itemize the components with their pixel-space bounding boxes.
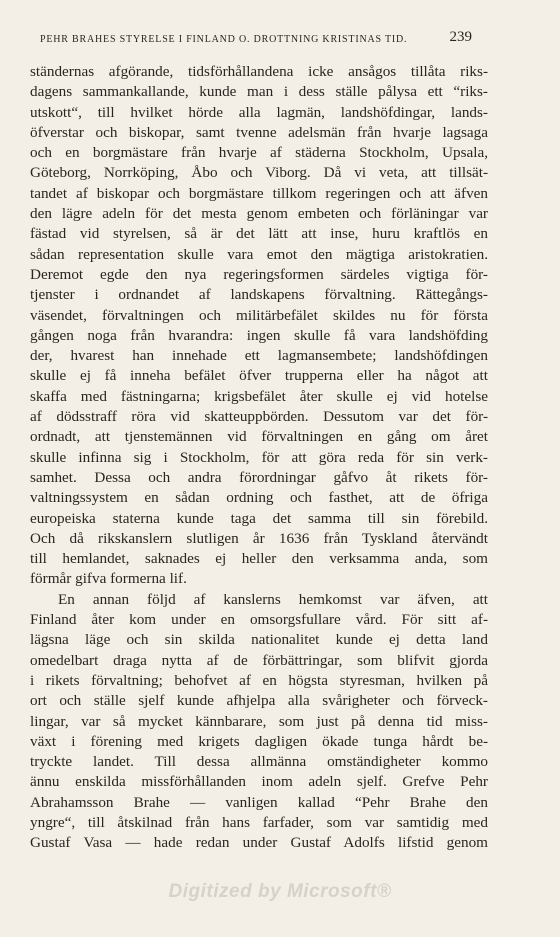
text-line: skulle ej få inneha befälet öfver trupperna eller ha något att: [30, 367, 488, 385]
text-line: af dödsstraff röra vid skatteuppbörden. Dessutom var det för-: [30, 408, 488, 426]
text-line: ständernas afgörande, tidsförhållandena icke ansågos tillåta riks-: [30, 63, 488, 80]
text-line: Gustaf Vasa — hade redan under Gustaf Adolfs lifstid genom: [30, 834, 488, 852]
text-line: omedelbart draga nytta af de förbättringar, som blifvit gjorda: [30, 651, 488, 669]
text-line: ort och ställe sjelf kunde afhjelpa alla svårigheter och förveck-: [30, 692, 488, 710]
body-text: [30, 62, 488, 854]
text-line: Finland åter kom under en omsorgsfullare vård. För sitt af-: [30, 611, 488, 629]
running-head: PEHR BRAHES STYRELSE I FINLAND O. DROTTNING KRISTINAS TID.: [40, 34, 408, 45]
text-line: lägsna läge och sin skilda nationalitet kunde ej detta land: [30, 631, 488, 649]
text-line: skaffa med fästningarna; krigsbefälet åter skulle ej vid hotelse: [30, 387, 488, 405]
text-line: till hemlandet, saknades ej heller den verksamma anda, som: [30, 550, 488, 568]
text-line: tryckte landet. Till dessa allmänna omständigheter kommo: [30, 753, 488, 771]
text-line: ännu enskilda missförhållanden inom adeln sjelf. Grefve Pehr: [30, 773, 488, 791]
digitization-watermark: Digitized by Microsoft®: [168, 881, 392, 902]
text-line: der, hvarest han innehade ett lagmansembete; landshöfdingen: [30, 347, 488, 365]
text-line: dagens sammankallande, kunde man i dess ställe pålysa ett “riks-: [30, 83, 488, 101]
text-line: i rikets förvaltning; behofvet af en högsta styresman, hvilken på: [30, 671, 488, 689]
text-line: ordnadt, att tjenstemännen vid förvaltningen en gång om året: [30, 428, 488, 446]
text-line: sådan representation skulle vara emot den mägtiga aristokratien.: [30, 245, 488, 263]
text-line: En annan följd af kanslerns hemkomst var äfven, att: [58, 590, 488, 608]
text-line: Deremot egde den nya regeringsformen särdeles vigtiga för-: [30, 265, 488, 283]
text-line: den lägre adeln för det mesta genom embeten och förläningar var: [30, 205, 488, 223]
text-line: samhet. Dessa och andra förordningar gåfvo åt rikets för-: [30, 468, 488, 486]
text-line: gången noga från hvarandra: ingen skulle få vara landshöfding: [30, 326, 488, 344]
text-line: europeiska staterna kunde taga det samma till sin förebild.: [30, 509, 488, 527]
page-number: 239: [449, 29, 472, 45]
text-line: förmår gifva formerna lif.: [30, 570, 187, 588]
text-line: utskott“, till hvilket hörde alla lagmän, landshöfdingar, lands-: [30, 103, 488, 121]
text-line: lingar, var så mycket kännbarare, som just på denna tid miss-: [30, 712, 488, 730]
text-line: Abrahamsson Brahe — vanligen kallad “Pehr Brahe den: [30, 793, 488, 811]
text-line: tjenster i ordnandet af landskapens förvaltning. Rättegångs-: [30, 286, 488, 304]
text-line: valtningssystem en sådan ordning och fasthet, att de öfriga: [30, 489, 488, 507]
text-line: öfverstar och biskopar, samt tvenne adelsmän från hvarje lagsaga: [30, 123, 488, 141]
text-line: tandet af biskopar och borgmästare tillkom regeringen och att äfven: [30, 184, 488, 202]
text-line: väsendet, förvaltningen och militärbefälet skildes nu för första: [30, 306, 488, 324]
text-line: yngre“, till åtskilnad från hans farfader, som var samtidig med: [30, 813, 488, 831]
text-line: skulle infinna sig i Stockholm, för att göra reda för sin verk-: [30, 448, 488, 466]
text-line: Göteborg, Norrköping, Åbo och Viborg. Då vi veta, att tillsät-: [30, 164, 488, 182]
text-line: Och då rikskanslern slutligen år 1636 från Tyskland återvändt: [30, 529, 488, 547]
text-line: och en borgmästare från hvarje af städerna Stockholm, Upsala,: [30, 144, 488, 162]
text-line: växt i förening med krigets dagligen ökade tunga hårdt be-: [30, 732, 488, 750]
text-line: fästad vid styrelsen, så är det lätt att inse, huru kraftlös en: [30, 225, 488, 243]
